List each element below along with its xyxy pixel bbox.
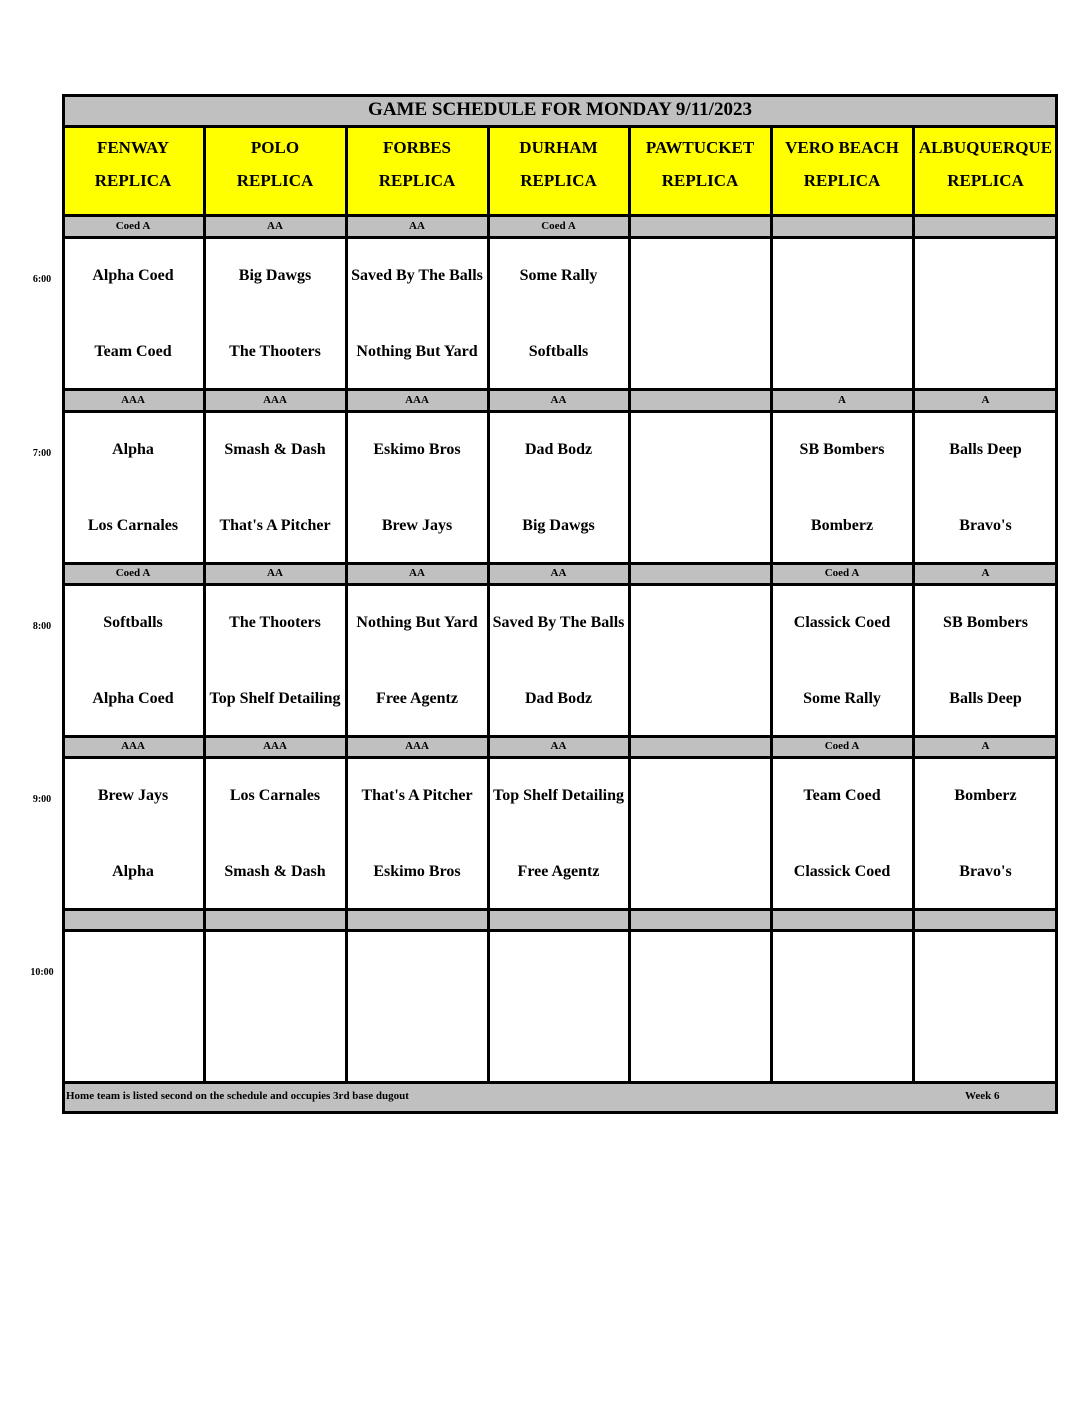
home-team: Brew Jays [381, 516, 453, 534]
away-team: Nothing But Yard [356, 613, 478, 631]
home-team: Alpha [112, 862, 154, 880]
division-label: AAA [346, 735, 488, 757]
away-team: Dad Bodz [524, 440, 593, 458]
week-label: Week 6 [965, 1090, 1000, 1102]
park-type: REPLICA [378, 171, 456, 190]
division-label: AA [488, 389, 629, 411]
time-label: 9:00 [32, 794, 52, 805]
home-team: Team Coed [94, 342, 172, 360]
home-team: Bravo's [959, 516, 1012, 534]
home-team: Smash & Dash [224, 862, 326, 880]
park-name: DURHAM [519, 138, 598, 157]
division-label: A [913, 735, 1058, 757]
away-team: The Thooters [229, 613, 321, 631]
home-team: Alpha Coed [92, 689, 174, 707]
division-label: A [913, 562, 1058, 584]
away-team: Team Coed [803, 786, 881, 804]
away-team: Los Carnales [229, 786, 321, 804]
home-team: Eskimo Bros [373, 862, 461, 880]
division-label: AA [346, 562, 488, 584]
away-team: Alpha Coed [92, 266, 174, 284]
division-label: Coed A [488, 215, 629, 237]
away-team: Balls Deep [949, 440, 1022, 458]
page-title: GAME SCHEDULE FOR MONDAY 9/11/2023 [62, 94, 1058, 126]
time-label: 10:00 [30, 967, 54, 978]
table-border [62, 94, 1058, 1114]
time-label: 8:00 [32, 621, 52, 632]
home-team: Los Carnales [87, 516, 179, 534]
home-team: Some Rally [803, 689, 881, 707]
division-label: AA [346, 215, 488, 237]
home-team: That's A Pitcher [219, 516, 331, 534]
home-team: Free Agentz [517, 862, 600, 880]
division-label: AA [204, 562, 346, 584]
park-type: REPLICA [947, 171, 1024, 190]
away-team: Saved By The Balls [351, 266, 483, 284]
home-team: Top Shelf Detailing [209, 689, 341, 707]
division-label: AAA [204, 735, 346, 757]
park-type: REPLICA [661, 171, 739, 190]
home-team: Nothing But Yard [356, 342, 478, 360]
away-team: Brew Jays [97, 786, 169, 804]
park-type: REPLICA [94, 171, 172, 190]
division-label: AAA [62, 389, 204, 411]
home-team: Softballs [528, 342, 589, 360]
park-type: REPLICA [520, 171, 597, 190]
away-team: Eskimo Bros [373, 440, 461, 458]
home-team: Bomberz [810, 516, 874, 534]
division-label: AA [488, 735, 629, 757]
division-label: AAA [62, 735, 204, 757]
division-label: A [913, 389, 1058, 411]
away-team: SB Bombers [943, 613, 1028, 631]
park-name: FORBES [382, 138, 452, 157]
park-name: FENWAY [96, 138, 170, 157]
division-label: AAA [346, 389, 488, 411]
away-team: Saved By The Balls [492, 613, 625, 631]
game-schedule-table [62, 94, 1058, 1114]
home-team: Free Agentz [376, 689, 458, 707]
home-team: Balls Deep [949, 689, 1022, 707]
division-label: Coed A [771, 562, 913, 584]
division-label: AA [488, 562, 629, 584]
park-type: REPLICA [236, 171, 314, 190]
home-team: Bravo's [959, 862, 1012, 880]
park-name: ALBUQUERQUE [918, 138, 1053, 157]
division-label: AA [204, 215, 346, 237]
away-team: Alpha [112, 440, 154, 458]
away-team: Softballs [103, 613, 163, 631]
footer-note: Home team is listed second on the schedule and occupies 3rd base dugout [66, 1090, 409, 1102]
park-type: REPLICA [803, 171, 881, 190]
home-team: The Thooters [229, 342, 321, 360]
division-label: Coed A [62, 562, 204, 584]
division-label: AAA [204, 389, 346, 411]
away-team: SB Bombers [799, 440, 885, 458]
away-team: Big Dawgs [238, 266, 312, 284]
division-label: Coed A [62, 215, 204, 237]
away-team: Some Rally [519, 266, 598, 284]
away-team: Top Shelf Detailing [493, 786, 624, 804]
away-team: Smash & Dash [224, 440, 326, 458]
away-team: Classick Coed [793, 613, 891, 631]
away-team: Bomberz [954, 786, 1017, 804]
park-name: PAWTUCKET [645, 138, 755, 157]
time-label: 6:00 [32, 274, 52, 285]
home-team: Big Dawgs [522, 516, 595, 534]
division-label: Coed A [771, 735, 913, 757]
home-team: Dad Bodz [524, 689, 593, 707]
park-name: POLO [250, 138, 300, 157]
home-team: Classick Coed [793, 862, 891, 880]
away-team: That's A Pitcher [361, 786, 473, 804]
time-label: 7:00 [32, 448, 52, 459]
division-label: A [771, 389, 913, 411]
park-name: VERO BEACH [785, 138, 899, 157]
